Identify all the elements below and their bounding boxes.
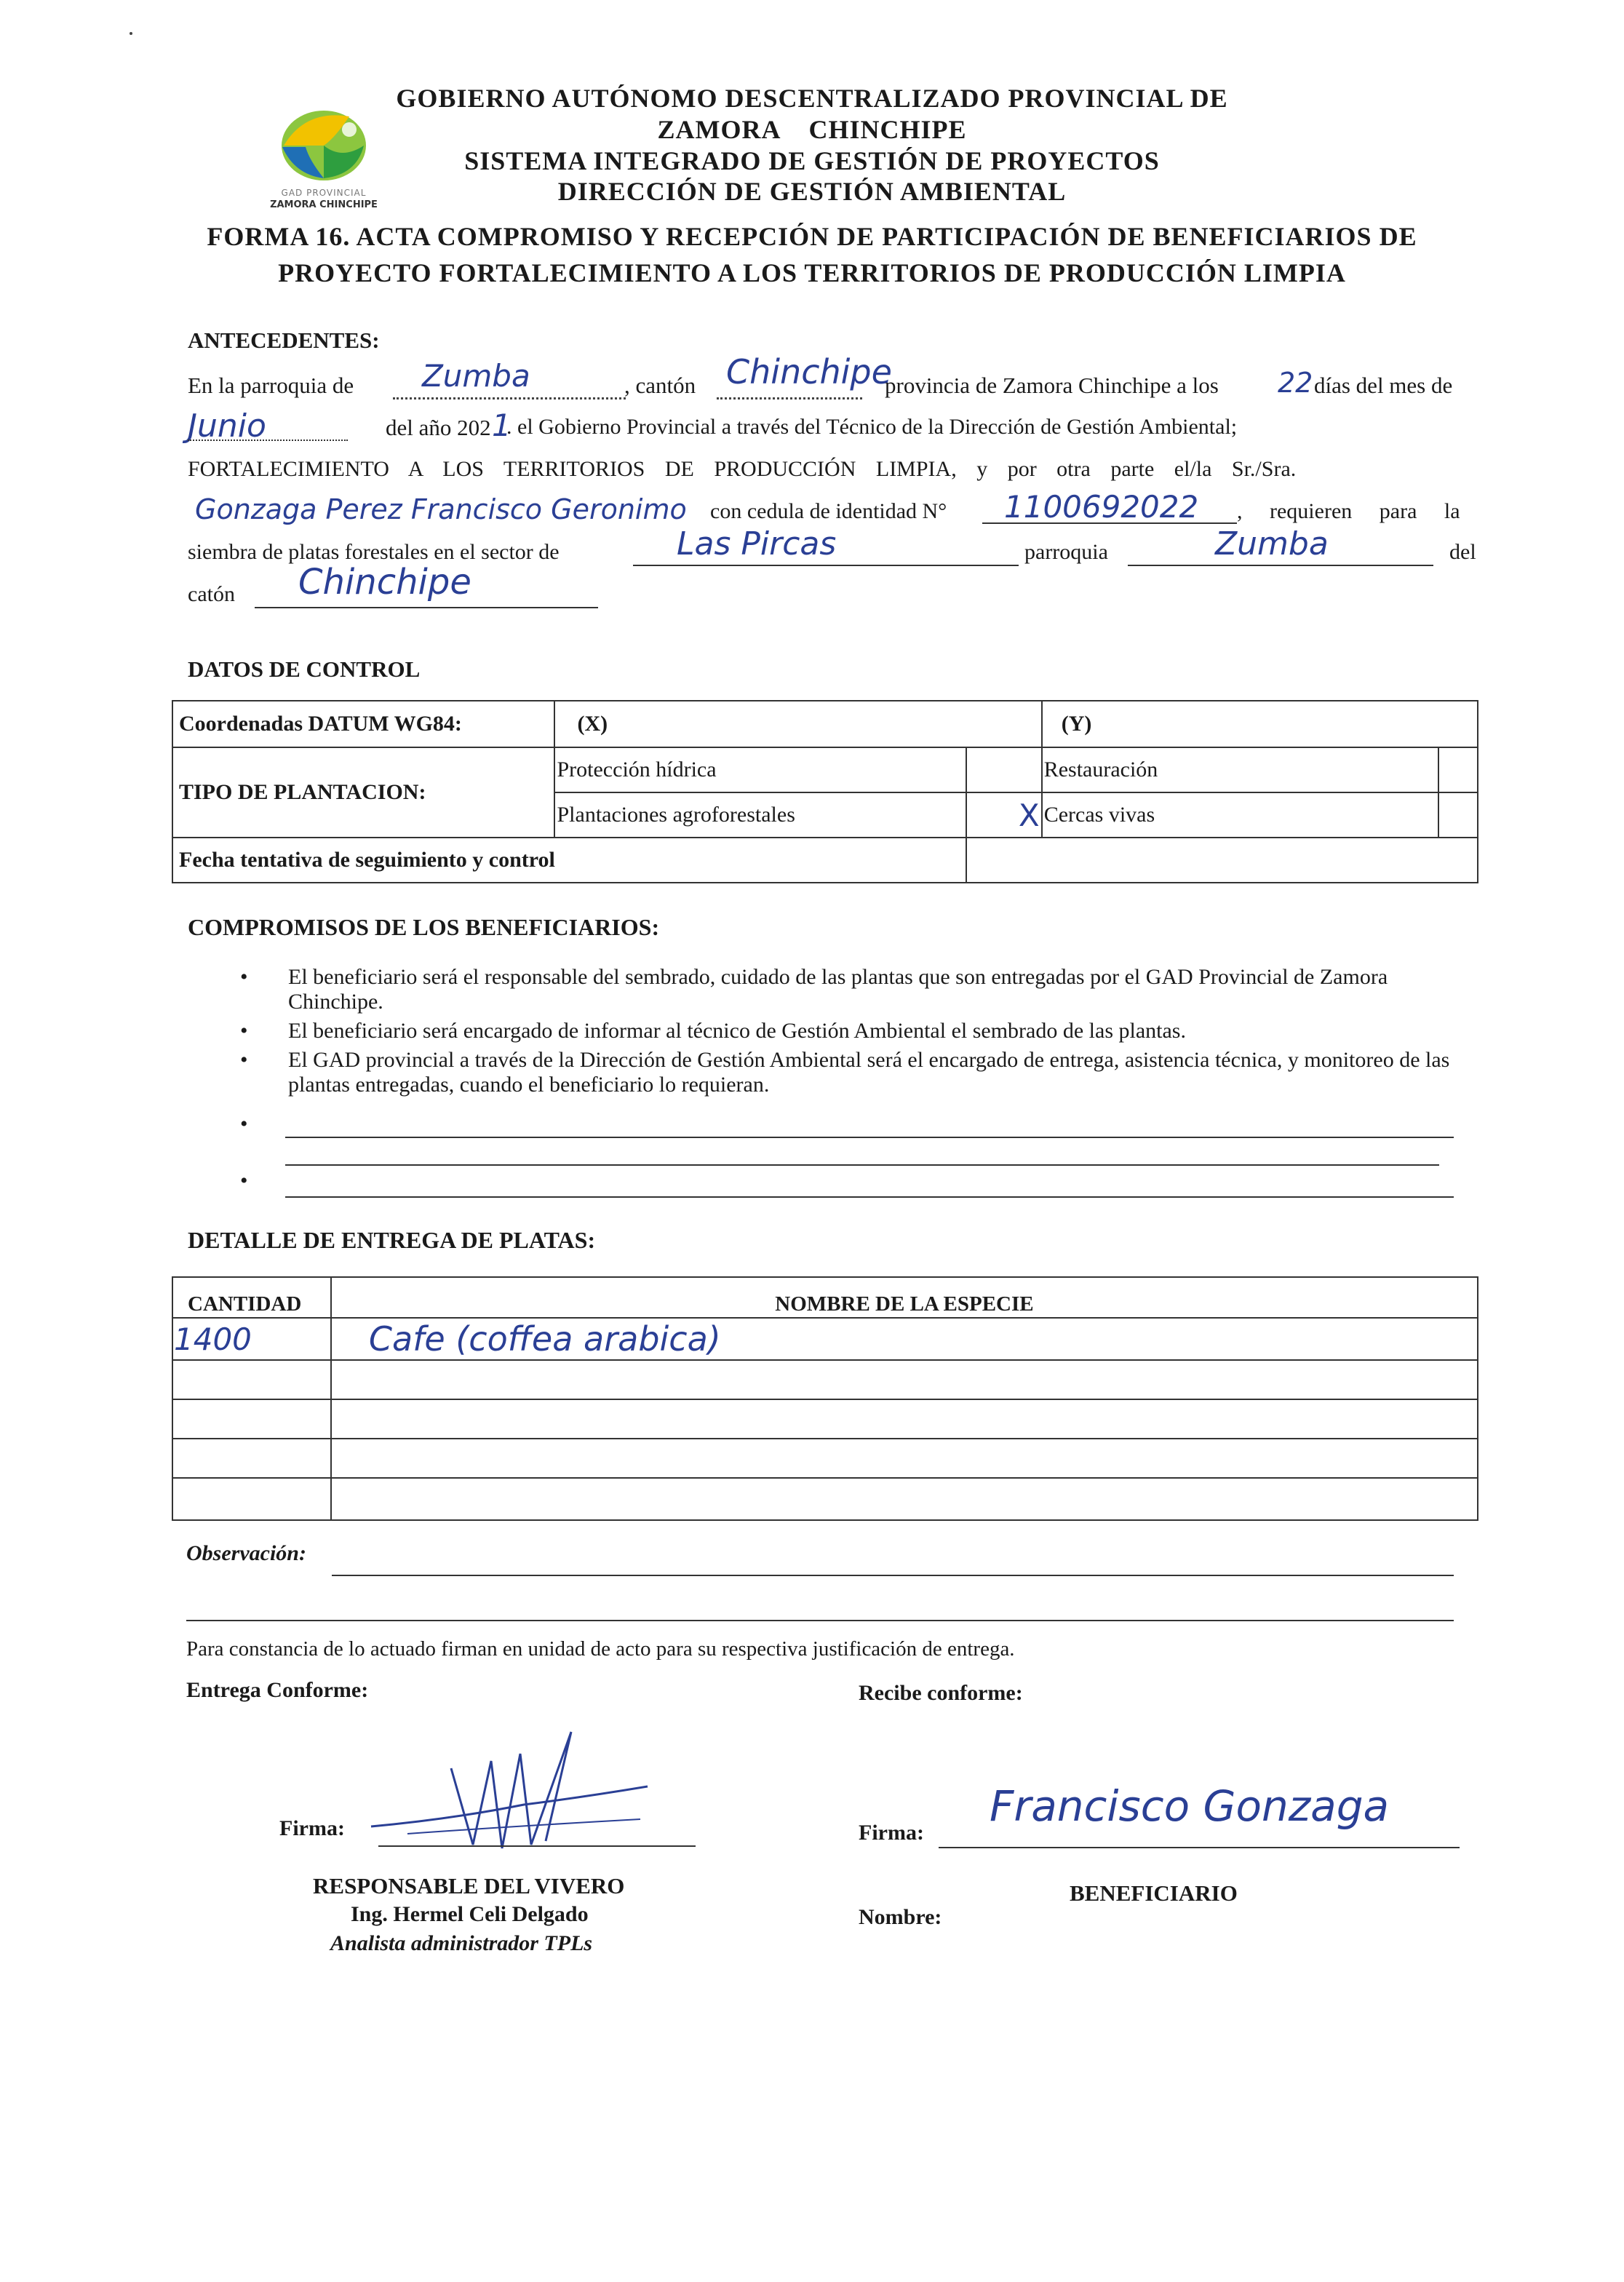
extra-line-1[interactable] — [285, 1137, 1454, 1138]
sector-line — [633, 565, 1019, 566]
canton-line — [717, 397, 862, 399]
cantidad-cell[interactable] — [172, 1478, 331, 1520]
canton-value: Chinchipe — [726, 352, 892, 391]
opt-cercas-vivas: Cercas vivas — [1042, 792, 1438, 838]
coord-x-cell[interactable] — [554, 701, 1041, 747]
dia-value: 22 — [1278, 367, 1313, 399]
beneficiario-value: Gonzaga Perez Francisco Geronimo — [195, 493, 687, 525]
detalle-table — [172, 1276, 1478, 1521]
left-firma-label: Firma: — [279, 1816, 345, 1840]
compromisos-heading: COMPROMISOS DE LOS BENEFICIARIOS: — [188, 914, 660, 940]
fecha-label: Fecha tentativa de seguimiento y control — [179, 848, 555, 872]
header-org-line1: GOBIERNO AUTÓNOMO DESCENTRALIZADO PROVINCIAL DE — [396, 84, 1228, 113]
table-row — [172, 1360, 1478, 1399]
compromisos-list — [189, 965, 1484, 1102]
canton2-value: Chinchipe — [298, 562, 471, 603]
text-canton-label: , cantón — [624, 373, 696, 398]
cantidad-cell[interactable] — [172, 1318, 331, 1360]
header-org-line2: ZAMORA CHINCHIPE — [657, 115, 967, 144]
opt-agroforestales-box[interactable] — [966, 792, 1042, 838]
parroquia2-line — [1128, 565, 1433, 566]
text-dias-mes: días del mes de — [1314, 373, 1453, 398]
anio-digit-value: 1 — [492, 408, 512, 443]
cedula-value: 1100692022 — [1004, 489, 1199, 525]
observacion-line-1[interactable] — [332, 1575, 1454, 1576]
nombre-label: Nombre: — [859, 1905, 942, 1929]
parroquia-value: Zumba — [422, 358, 530, 394]
left-name: Ing. Hermel Celi Delgado — [351, 1902, 589, 1926]
cantidad-cell[interactable] — [172, 1439, 331, 1478]
especie-cell[interactable] — [331, 1439, 1478, 1478]
scan-mark — [130, 32, 132, 35]
header-system: SISTEMA INTEGRADO DE GESTIÓN DE PROYECTOS — [464, 146, 1160, 175]
logo-text-line1: GAD PROVINCIAL — [281, 188, 367, 198]
cedula-line — [982, 522, 1237, 524]
coord-x-label: (X) — [577, 712, 608, 736]
parroquia2-value: Zumba — [1215, 525, 1329, 562]
left-firma-line[interactable] — [378, 1845, 696, 1847]
text-fortalecimiento: FORTALECIMIENTO A LOS TERRITORIOS DE PRODUCCIÓN LIMPIA, y por otra parte el/la Sr./Sra. — [188, 457, 1297, 481]
especie-cell[interactable] — [331, 1478, 1478, 1520]
cantidad-value: 1400 — [174, 1321, 252, 1357]
text-parroquia2: parroquia — [1024, 540, 1108, 564]
right-role: BENEFICIARIO — [1070, 1880, 1238, 1906]
text-gobierno: . el Gobierno Provincial a través del Técnico de la Dirección de Gestión Ambiental; — [506, 415, 1238, 439]
opt-proteccion-hidrica-box[interactable] — [966, 747, 1042, 792]
right-firma-label: Firma: — [859, 1821, 924, 1845]
left-signature-icon — [364, 1717, 669, 1863]
coord-label: Coordenadas DATUM WG84: — [172, 701, 554, 747]
opt-agroforestales: Plantaciones agroforestales — [554, 792, 966, 838]
recibe-heading: Recibe conforme: — [859, 1681, 1023, 1705]
table-row — [172, 1318, 1478, 1360]
right-firma-line[interactable] — [939, 1847, 1460, 1848]
text-requieren: , requieren para la — [1237, 499, 1460, 523]
especie-value: Cafe (coffea arabica) — [368, 1319, 721, 1359]
especie-cell[interactable] — [331, 1399, 1478, 1439]
coord-y-cell[interactable] — [1042, 701, 1478, 747]
especie-cell[interactable] — [331, 1318, 1478, 1360]
coord-y-label: (Y) — [1061, 712, 1092, 736]
extra-line-3[interactable] — [285, 1196, 1454, 1198]
left-title: Analista administrador TPLs — [330, 1931, 593, 1955]
compromiso-item-3: • El GAD provincial a través de la Dirección de Gestión Ambiental será el encargado de entrega, asistencia técnica, y monitoreo de las plantas entregadas, cuando el beneficiario lo requieran. — [189, 1048, 1484, 1097]
entrega-heading: Entrega Conforme: — [186, 1678, 369, 1702]
table-row — [172, 1478, 1478, 1520]
extra-bullet-1: • — [240, 1112, 248, 1136]
col-especie-header: NOMBRE DE LA ESPECIE — [331, 1277, 1478, 1318]
text-caton: catón — [188, 582, 235, 606]
text-anio: del año 202 — [386, 415, 491, 440]
extra-bullet-2: • — [240, 1169, 248, 1193]
right-signature: Francisco Gonzaga — [990, 1781, 1390, 1831]
detalle-heading: DETALLE DE ENTREGA DE PLATAS: — [188, 1227, 596, 1253]
opt-cercas-vivas-box[interactable] — [1438, 792, 1478, 838]
tipo-label: TIPO DE PLANTACION: — [172, 747, 554, 838]
opt-restauracion: Restauración — [1042, 747, 1438, 792]
header-direction: DIRECCIÓN DE GESTIÓN AMBIENTAL — [557, 177, 1067, 206]
control-table — [172, 700, 1478, 883]
constancia-text: Para constancia de lo actuado firman en unidad de acto para su respectiva justificación de entrega. — [186, 1637, 1015, 1661]
left-role: RESPONSABLE DEL VIVERO — [313, 1873, 625, 1899]
text-del: del — [1449, 540, 1476, 564]
compromiso-item-2: • El beneficiario será encargado de informar al técnico de Gestión Ambiental el sembrado de las plantas. — [189, 1019, 1484, 1043]
fecha-label-cell — [172, 838, 966, 883]
mes-value: Junio — [188, 408, 266, 445]
especie-cell[interactable] — [331, 1360, 1478, 1399]
observacion-label: Observación: — [186, 1541, 306, 1565]
table-row — [172, 1439, 1478, 1478]
table-row — [172, 1399, 1478, 1439]
cantidad-cell[interactable] — [172, 1360, 331, 1399]
text-cedula: con cedula de identidad N° — [710, 499, 947, 523]
form-title-line2: PROYECTO FORTALECIMIENTO A LOS TERRITORIOS DE PRODUCCIÓN LIMPIA — [278, 258, 1346, 287]
canton2-line — [255, 607, 598, 608]
observacion-line-2[interactable] — [186, 1620, 1454, 1621]
control-heading: DATOS DE CONTROL — [188, 656, 421, 682]
extra-line-2[interactable] — [285, 1164, 1439, 1166]
text-provincia: provincia de Zamora Chinchipe a los — [885, 373, 1219, 398]
opt-proteccion-hidrica: Protección hídrica — [554, 747, 966, 792]
text-siembra: siembra de platas forestales en el sector de — [188, 540, 560, 564]
cantidad-cell[interactable] — [172, 1399, 331, 1439]
compromiso-item-1: • El beneficiario será el responsable del sembrado, cuidado de las plantas que son entregadas por el GAD Provincial de Zamora Chinchipe. — [189, 965, 1484, 1014]
sector-value: Las Pircas — [677, 525, 837, 562]
parroquia-line — [393, 397, 626, 399]
antecedentes-heading: ANTECEDENTES: — [188, 327, 380, 353]
form-title-line1: FORMA 16. ACTA COMPROMISO Y RECEPCIÓN DE PARTICIPACIÓN DE BENEFICIARIOS DE — [207, 222, 1417, 251]
text-parroquia-label: En la parroquia de — [188, 373, 354, 398]
fecha-value-cell[interactable] — [966, 838, 1478, 883]
logo-text-line2: ZAMORA CHINCHIPE — [270, 199, 378, 210]
opt-restauracion-box[interactable] — [1438, 747, 1478, 792]
agroforestales-mark: X — [1018, 797, 1040, 833]
mes-line — [188, 440, 348, 441]
col-cantidad-header: CANTIDAD — [172, 1277, 331, 1318]
